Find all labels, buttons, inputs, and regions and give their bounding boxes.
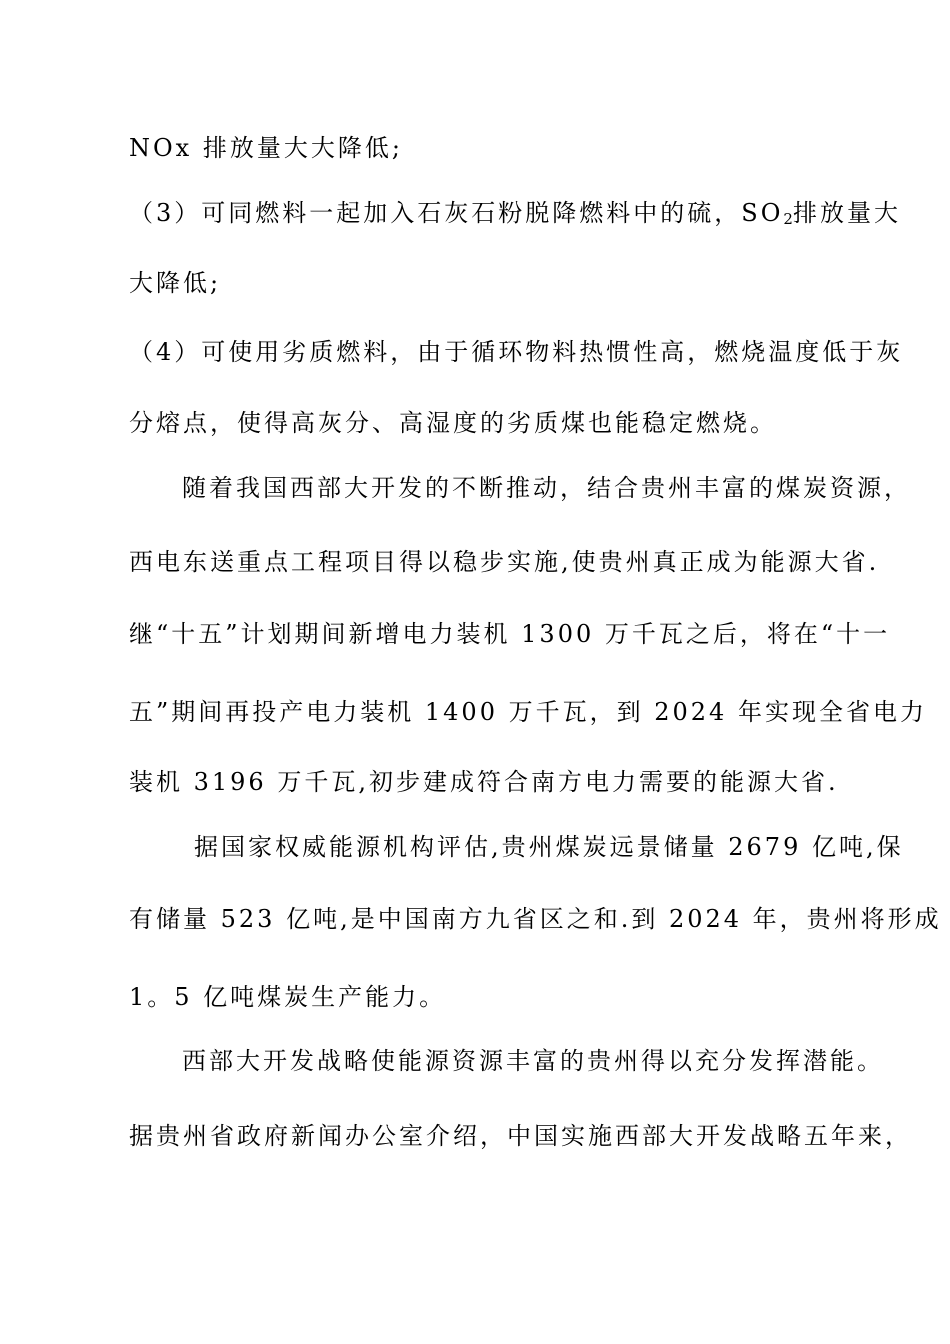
so2-formula bbox=[741, 199, 793, 227]
text-line-2-end: 排放量大 bbox=[792, 199, 901, 227]
text-line-7: 西电东送重点工程项目得以稳步实施,使贵州真正成为能源大省. bbox=[129, 548, 880, 576]
text-line-4: （4）可使用劣质燃料，由于循环物料热惯性高，燃烧温度低于灰 bbox=[129, 338, 904, 366]
text-line-6: 随着我国西部大开发的不断推动，结合贵州丰富的煤炭资源， bbox=[182, 474, 911, 502]
text-line-1: NOx 排放量大大降低; bbox=[129, 134, 403, 162]
text-line-2-start: （3）可同燃料一起加入石灰石粉脱降燃料中的硫， bbox=[129, 199, 742, 227]
text-line-2 bbox=[129, 198, 901, 234]
text-line-11: 据国家权威能源机构评估,贵州煤炭远景储量 2679 亿吨,保 bbox=[194, 833, 904, 861]
text-line-14: 西部大开发战略使能源资源丰富的贵州得以充分发挥潜能。 bbox=[182, 1047, 884, 1075]
text-line-3: 大降低; bbox=[129, 269, 222, 297]
text-line-13: 1。5 亿吨煤炭生产能力。 bbox=[129, 983, 447, 1011]
text-line-10: 装机 3196 万千瓦,初步建成符合南方电力需要的能源大省. bbox=[129, 768, 839, 796]
text-line-15: 据贵州省政府新闻办公室介绍，中国实施西部大开发战略五年来， bbox=[129, 1122, 912, 1150]
text-line-5: 分熔点，使得高灰分、高湿度的劣质煤也能稳定燃烧。 bbox=[129, 409, 777, 437]
so2-subscript: 2 bbox=[783, 210, 793, 228]
so2-base: SO bbox=[741, 199, 784, 227]
text-line-8: 继“十五”计划期间新增电力装机 1300 万千瓦之后，将在“十一 bbox=[129, 620, 891, 648]
text-line-12: 有储量 523 亿吨,是中国南方九省区之和.到 2024 年，贵州将形成 bbox=[129, 905, 942, 933]
text-line-9: 五”期间再投产电力装机 1400 万千瓦，到 2024 年实现全省电力 bbox=[129, 698, 927, 726]
